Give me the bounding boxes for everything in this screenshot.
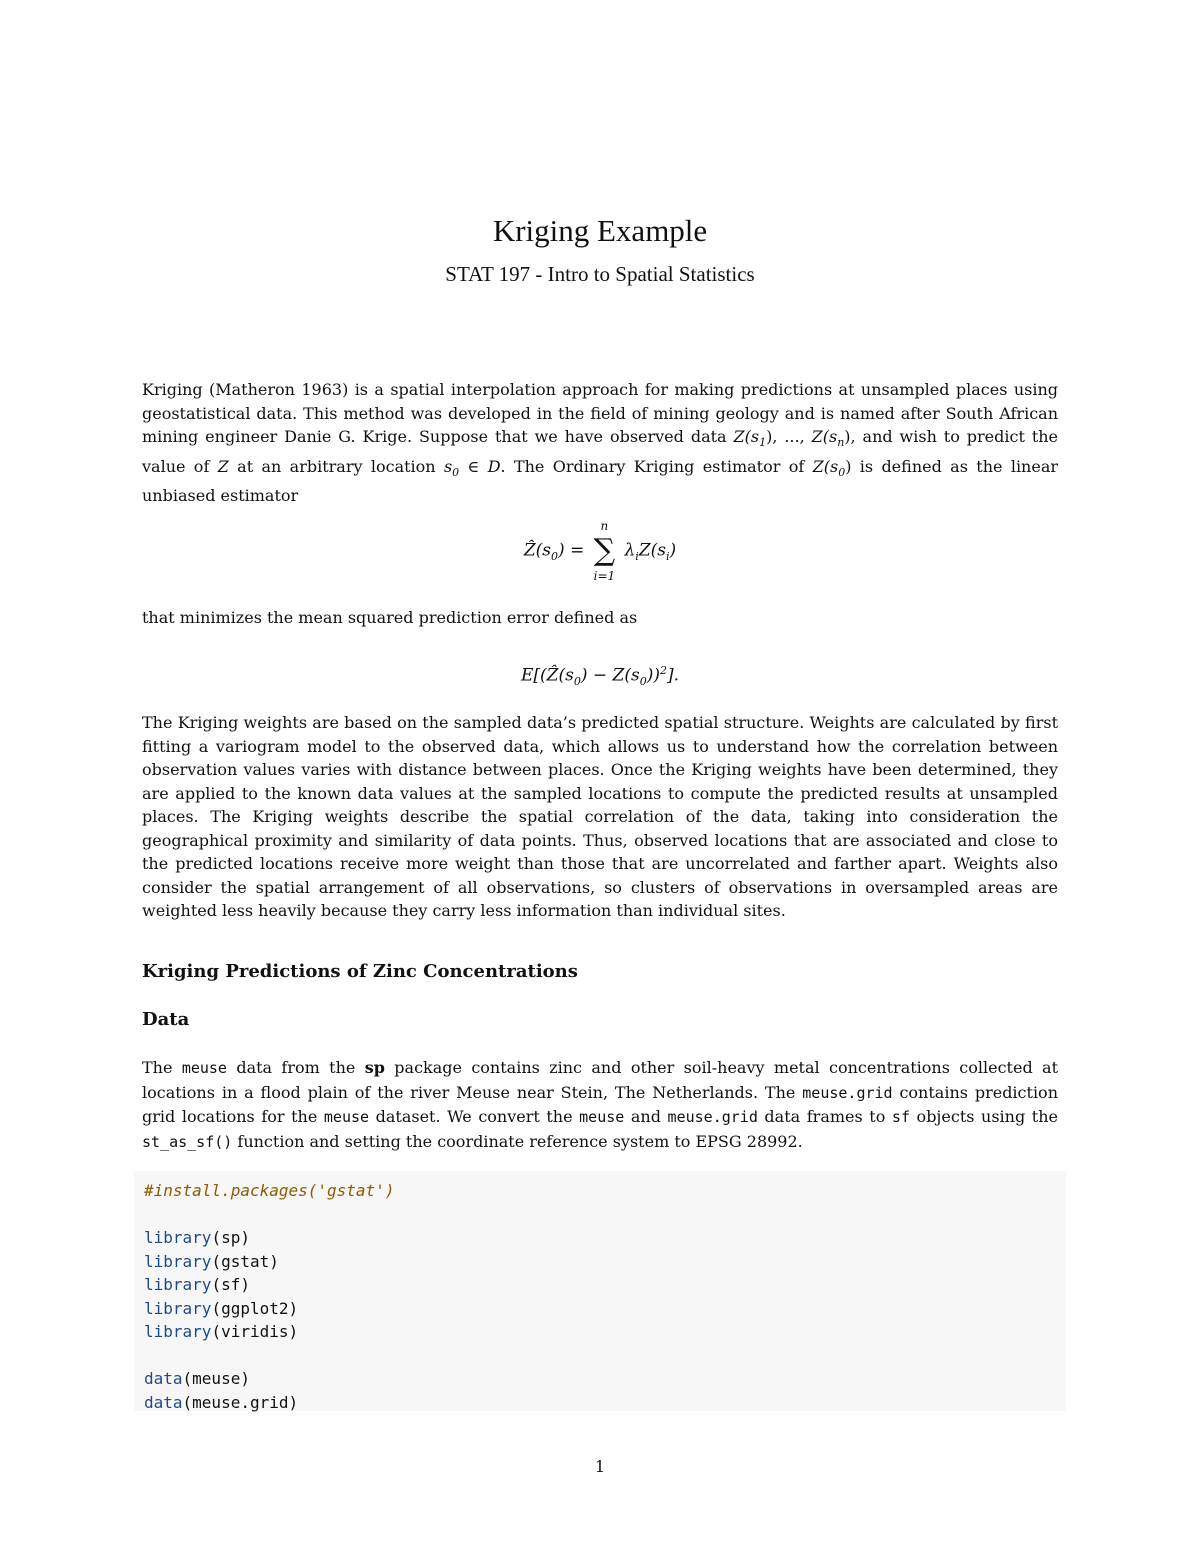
summation-symbol: n ∑ i=1 <box>593 519 616 583</box>
code-line-data-meuse-grid: data(meuse.grid) <box>144 1392 299 1412</box>
code-line-library-sp: library(sp) <box>144 1228 250 1247</box>
page-number: 1 <box>594 1457 606 1476</box>
package-sp: sp <box>364 1058 385 1077</box>
code-line-library-ggplot2: library(ggplot2) <box>144 1298 299 1318</box>
math-z-sn: $Z(s_n$ <box>811 427 845 450</box>
code-sf: sf <box>891 1108 910 1126</box>
math-z-s0: $Z(s_0$ <box>812 456 846 479</box>
math-z-s1: $Z(s_1$ <box>733 427 767 450</box>
code-meuse-grid: meuse.grid <box>802 1083 893 1102</box>
code-blank-line <box>144 1203 1056 1227</box>
code-line-library-sf: library(sf) <box>144 1275 250 1294</box>
code-st-as-sf: st_as_sf() <box>142 1132 233 1151</box>
section-heading: Kriging Predictions of Zinc Concentrations <box>142 961 578 982</box>
code-line-data-meuse: data(meuse) <box>144 1369 250 1388</box>
kriging-estimator-equation: $Ẑ(s_0)$ = n ∑ i=1 $\lambda_iZ(s_i)$ <box>523 519 677 583</box>
code-blank-line <box>144 1344 1056 1368</box>
intro-paragraph: Kriging (Matheron 1963) is a spatial interpolation approach for making predictions at unsampled places using geostatistical data. This method was developed in the field of mining geology and is named after South African mining engineer Danie G. Krige. Suppose that we have observed data $Z(s_1)$, ..., $Z(s_n)$, and wish to predict the value of Z at an arbitrary location $s_0$ ∈ D. The Ordinary Kriging estimator of $Z(s_0)$ is defined as the linear unbiased estimator <box>142 380 1059 506</box>
mspe-equation: $E[(Ẑ(s_0) - Z(s_0))^2]$. <box>520 664 679 689</box>
code-meuse: meuse <box>579 1108 625 1126</box>
weights-paragraph: The Kriging weights are based on the sampled data’s predicted spatial structure. Weights are calculated by first fitting a variogram model to the observed data, which allows us to understand how the correlation between observation values varies with distance between places. Once the Kriging weights have been determined, they are applied to the known data values at the sampled locations to compute the predicted results at unsampled places. The Kriging weights describe the spatial correlation of the data, taking into consideration the geographical proximity and similarity of data points. Thus, observed locations that are associated and close to the predicted locations receive more weight than those that are uncorrelated and farther apart. Weights also consider the spatial arrangement of all observations, so clusters of observations in oversampled areas are weighted less heavily because they carry less information than individual sites. <box>142 713 1058 920</box>
code-comment-line: #install.packages('gstat') <box>144 1181 395 1200</box>
code-line-library-gstat: library(gstat) <box>144 1251 279 1271</box>
mspe-paragraph: that minimizes the mean squared prediction error defined as <box>142 608 638 627</box>
code-meuse: meuse <box>323 1108 370 1126</box>
data-paragraph: The meuse data from the sp package contains zinc and other soil-heavy metal concentrations collected at locations in a flood plain of the river Meuse near Stein, The Netherlands. The meuse.grid contains prediction grid locations for the meuse dataset. We convert the meuse and meuse.grid data frames to sf objects using the st_as_sf() function and setting the coordinate reference system to EPSG 28992. <box>142 1058 1059 1151</box>
document-subtitle: STAT 197 - Intro to Spatial Statistics <box>445 262 755 286</box>
subsection-heading: Data <box>142 1009 190 1030</box>
code-meuse-grid: meuse.grid <box>667 1108 758 1126</box>
math-z: Z <box>217 456 229 476</box>
document-title: Kriging Example <box>492 213 708 248</box>
code-meuse: meuse <box>181 1059 227 1077</box>
math-s0-in-d: $s_0$ ∈ D <box>443 456 501 479</box>
r-code-block[interactable] <box>134 1171 1066 1411</box>
code-line-library-viridis: library(viridis) <box>144 1322 299 1341</box>
